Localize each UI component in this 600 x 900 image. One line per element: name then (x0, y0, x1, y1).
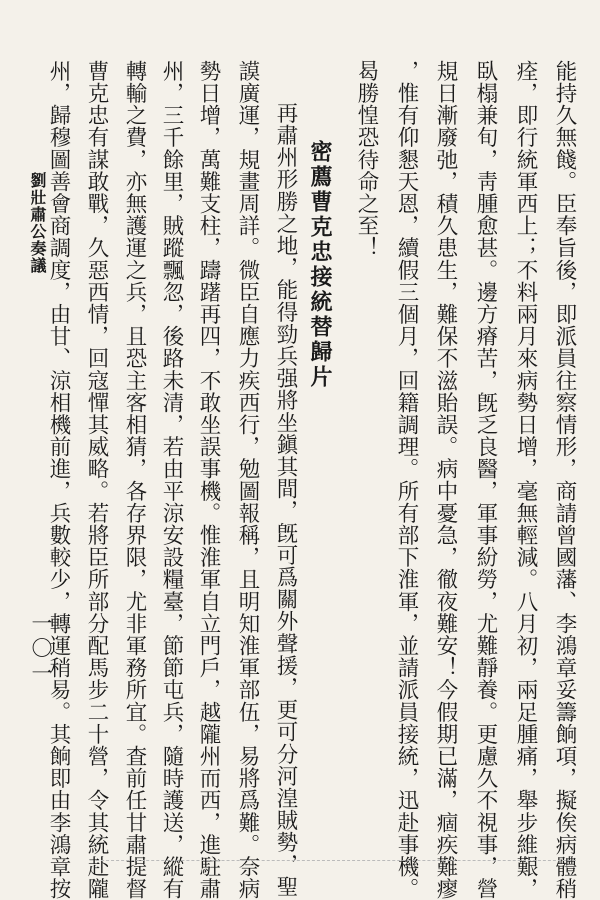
memorial-2-line-7: 州，歸穆圖善會商調度，由甘、涼相機前進，兵數較少，轉運稍易。其餉即由李鴻章按 (46, 60, 71, 900)
memorial-2-line-5: 轉輸之費，亦無護運之兵，且恐主客相猜，各存界限，尤非軍務所宜。査前任甘肅提督 (122, 60, 147, 900)
memorial-2-line-6: 曹克忠有謀敢戰，久惡西情，回寇憚其威略。若將臣所部分配馬步二十營，令其統赴隴 (84, 60, 109, 900)
memorial-1-line-3: 臥榻兼旬，靑腫愈甚。邊方瘠苦，旣乏良醫，軍事紛勞，尤難靜養。更慮久不視事，營 (473, 60, 498, 900)
bottom-rule (96, 860, 576, 861)
memorial-2-line-3: 勢日增，萬難支柱，躊躇再四，不敢坐誤事機。惟淮軍自立門戶，越隴州而西，進駐肅 (196, 60, 221, 900)
memorial-1-line-6: 曷勝惶恐待命之至！ (354, 60, 379, 259)
memorial-1-line-5: ，惟有仰懇天恩，續假三個月，回籍調理。所有部下淮軍，並請派員接統，迅赴事機。 (394, 60, 419, 900)
memorial-1-line-4: 規日漸廢弛，積久患生，難保不滋貽誤。病中憂急，徹夜難安！今假期已滿，痼疾難瘳 (433, 60, 458, 900)
running-head: 劉壯肅公奏議 (28, 172, 47, 274)
memorial-2-title: 密薦曹克忠接統替歸片 (307, 140, 333, 390)
page-number: 一〇一 (29, 612, 53, 687)
memorial-1-line-2: 痊，即行統軍西上；不料兩月來病勢日增，毫無輕減。八月初，兩足腫痛，舉步維艱， (513, 60, 538, 900)
memorial-2-line-2: 謨廣運，規畫周詳。微臣自應力疾西行，勉圖報稱，且明知淮軍部伍，易將爲難。奈病 (235, 60, 260, 900)
memorial-1-line-1: 能持久無餞。臣奉旨後，即派員往察情形，商請曾國藩、李鴻章妥籌餉項，擬俟病體稍 (552, 60, 577, 900)
memorial-2-line-4: 州，三千餘里，賊蹤飄忽，後路未清，若由平涼安設糧臺，節節屯兵，隨時護送，縱有 (159, 60, 184, 900)
memorial-2-line-1: 再肅州形勝之地，能得勁兵强將坐鎭其間，旣可爲關外聲援，更可分河湟賊勢，聖 (273, 102, 298, 898)
